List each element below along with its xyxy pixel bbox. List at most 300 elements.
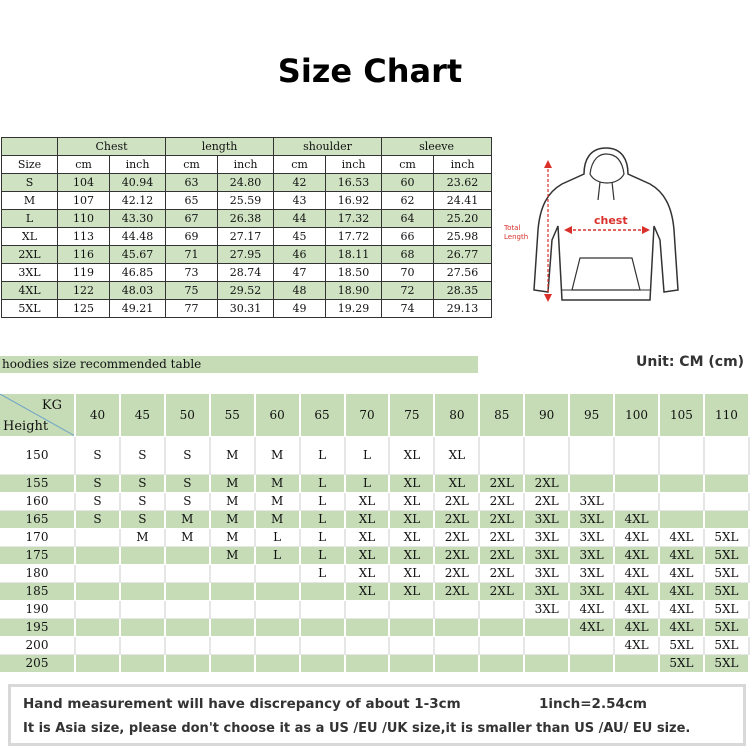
kg-label: KG [41, 398, 62, 413]
total-length-label-line1: Total [504, 224, 521, 232]
recommend-cell [389, 600, 434, 618]
recommend-cell: 3XL [569, 492, 614, 510]
recommend-cell: S [165, 474, 210, 492]
recommend-cell [210, 654, 255, 672]
size-table-cell: 75 [166, 282, 218, 300]
recommend-cell [210, 564, 255, 582]
weight-header: 100 [614, 394, 659, 436]
size-table-cell: 27.95 [218, 246, 274, 264]
recommend-cell: 3XL [524, 600, 569, 618]
recommend-cell [120, 600, 165, 618]
recommend-cell: 4XL [614, 618, 659, 636]
recommend-cell [569, 654, 614, 672]
size-table-row [2, 282, 492, 300]
size-table-size: 3XL [2, 264, 58, 282]
size-table-row [2, 246, 492, 264]
height-value: 180 [0, 564, 75, 582]
height-value: 155 [0, 474, 75, 492]
recommend-corner [0, 394, 75, 436]
recommend-cell: 3XL [524, 510, 569, 528]
recommend-cell: 2XL [434, 492, 479, 510]
recommend-cell: M [210, 474, 255, 492]
size-table-row [2, 300, 492, 318]
recommend-cell: 2XL [524, 492, 569, 510]
recommend-cell: M [255, 474, 300, 492]
recommend-cell [75, 582, 120, 600]
recommend-cell: 4XL [659, 528, 704, 546]
size-table-cell: 107 [58, 192, 110, 210]
size-table-cell: 62 [382, 192, 434, 210]
size-table-cell: 24.41 [434, 192, 492, 210]
recommend-cell: L [300, 546, 345, 564]
recommend-cell: 2XL [479, 528, 524, 546]
recommend-cell [300, 636, 345, 654]
size-table-group: sleeve [382, 138, 492, 156]
recommend-cell [479, 654, 524, 672]
recommend-cell [704, 510, 749, 528]
size-table-cell: 25.20 [434, 210, 492, 228]
size-table-cell: 26.77 [434, 246, 492, 264]
recommend-cell: XL [345, 582, 390, 600]
recommend-cell [165, 600, 210, 618]
weight-header: 90 [524, 394, 569, 436]
recommend-cell: L [300, 474, 345, 492]
recommend-cell: 5XL [659, 636, 704, 654]
size-table-cell: 18.11 [326, 246, 382, 264]
recommend-row [0, 510, 749, 528]
recommend-cell: 2XL [434, 546, 479, 564]
size-table-row [2, 264, 492, 282]
recommend-cell [75, 654, 120, 672]
size-table-size: M [2, 192, 58, 210]
size-table-cell: 122 [58, 282, 110, 300]
recommend-cell: S [165, 436, 210, 474]
recommend-cell: M [255, 492, 300, 510]
recommend-cell: S [120, 474, 165, 492]
recommend-cell [210, 582, 255, 600]
size-table-size: L [2, 210, 58, 228]
recommend-cell [345, 618, 390, 636]
recommend-cell [569, 436, 614, 474]
size-table-cell: 49.21 [110, 300, 166, 318]
recommend-cell [300, 618, 345, 636]
recommend-cell: 5XL [704, 582, 749, 600]
recommend-cell: 5XL [659, 654, 704, 672]
size-table-row [2, 174, 492, 192]
chest-label: chest [594, 214, 628, 227]
recommend-cell: L [300, 528, 345, 546]
size-table-cell: 45 [274, 228, 326, 246]
recommend-cell [389, 618, 434, 636]
height-value: 185 [0, 582, 75, 600]
recommend-cell: M [255, 436, 300, 474]
size-table-cell: 113 [58, 228, 110, 246]
size-table-cell: 46.85 [110, 264, 166, 282]
recommend-cell [524, 636, 569, 654]
size-table-cell: 66 [382, 228, 434, 246]
recommend-cell: 5XL [704, 528, 749, 546]
recommend-cell [255, 600, 300, 618]
size-table-cell: 49 [274, 300, 326, 318]
recommend-cell: XL [345, 492, 390, 510]
recommend-cell [165, 546, 210, 564]
recommend-cell: 4XL [614, 636, 659, 654]
size-table-cell: 125 [58, 300, 110, 318]
size-table-cell: 17.72 [326, 228, 382, 246]
size-table-size-label: Size [2, 156, 58, 174]
size-table-cell: 26.38 [218, 210, 274, 228]
recommend-cell: 4XL [659, 546, 704, 564]
size-table-cell: 43.30 [110, 210, 166, 228]
recommend-cell [120, 636, 165, 654]
recommend-cell [120, 582, 165, 600]
size-table-cell: 73 [166, 264, 218, 282]
size-table-cell: 119 [58, 264, 110, 282]
size-table-cell: 25.98 [434, 228, 492, 246]
recommend-cell [434, 600, 479, 618]
recommend-cell: 4XL [614, 528, 659, 546]
recommend-cell [165, 636, 210, 654]
recommend-cell: 2XL [479, 564, 524, 582]
size-table-cell: 44 [274, 210, 326, 228]
recommend-cell [389, 636, 434, 654]
recommend-cell: M [255, 510, 300, 528]
recommend-cell [345, 600, 390, 618]
size-table-cell: 19.29 [326, 300, 382, 318]
recommend-cell: M [210, 492, 255, 510]
recommend-cell: 2XL [479, 474, 524, 492]
total-length-label [504, 224, 528, 242]
recommend-cell: XL [389, 528, 434, 546]
recommend-cell [659, 510, 704, 528]
size-table-cell: 46 [274, 246, 326, 264]
size-table-cell: 110 [58, 210, 110, 228]
size-table-cell: 116 [58, 246, 110, 264]
recommend-cell: S [120, 436, 165, 474]
recommend-row [0, 618, 749, 636]
recommend-cell [524, 436, 569, 474]
recommend-cell: 2XL [434, 510, 479, 528]
recommend-cell: XL [345, 528, 390, 546]
size-table-cell: 43 [274, 192, 326, 210]
recommend-cell: S [75, 510, 120, 528]
height-value: 150 [0, 436, 75, 474]
recommend-cell: 2XL [434, 582, 479, 600]
height-value: 190 [0, 600, 75, 618]
size-table-cell: 42.12 [110, 192, 166, 210]
recommend-cell [479, 436, 524, 474]
size-table-cell: 48 [274, 282, 326, 300]
recommend-cell: 2XL [524, 474, 569, 492]
recommend-cell: 3XL [569, 546, 614, 564]
size-table-cell: 40.94 [110, 174, 166, 192]
recommend-cell [165, 618, 210, 636]
size-table-unit: inch [110, 156, 166, 174]
recommend-cell: M [120, 528, 165, 546]
recommend-cell: 2XL [479, 492, 524, 510]
size-table-group: Chest [58, 138, 166, 156]
recommend-cell [704, 492, 749, 510]
recommend-cell: L [300, 510, 345, 528]
weight-header: 65 [300, 394, 345, 436]
recommend-cell: XL [434, 474, 479, 492]
recommend-cell: 3XL [569, 564, 614, 582]
recommend-cell [659, 474, 704, 492]
size-table-row [2, 228, 492, 246]
recommend-row [0, 582, 749, 600]
note-conversion: 1inch=2.54cm [539, 696, 647, 712]
recommend-cell: M [210, 436, 255, 474]
size-table-cell: 44.48 [110, 228, 166, 246]
recommend-cell: 5XL [704, 636, 749, 654]
height-value: 175 [0, 546, 75, 564]
size-table-cell: 17.32 [326, 210, 382, 228]
size-table-cell: 47 [274, 264, 326, 282]
recommend-cell: S [120, 510, 165, 528]
recommend-cell: M [165, 528, 210, 546]
size-table-cell: 27.56 [434, 264, 492, 282]
recommend-cell: L [345, 436, 390, 474]
size-table-cell: 63 [166, 174, 218, 192]
height-value: 170 [0, 528, 75, 546]
recommend-cell: 4XL [614, 600, 659, 618]
weight-header: 45 [120, 394, 165, 436]
recommend-cell: 5XL [704, 618, 749, 636]
size-table-cell: 48.03 [110, 282, 166, 300]
note-line1: Hand measurement will have discrepancy of about 1-3cm [23, 696, 461, 712]
size-table-corner [2, 138, 58, 156]
size-table-size: 4XL [2, 282, 58, 300]
size-table-cell: 28.74 [218, 264, 274, 282]
recommend-cell: 4XL [659, 564, 704, 582]
recommend-cell: XL [345, 510, 390, 528]
recommend-cell: S [75, 492, 120, 510]
size-table-unit: cm [58, 156, 110, 174]
recommend-cell [255, 618, 300, 636]
recommend-cell: XL [434, 436, 479, 474]
size-table-cell: 60 [382, 174, 434, 192]
recommend-cell: 4XL [659, 600, 704, 618]
recommend-cell: L [255, 546, 300, 564]
recommend-cell: 4XL [614, 546, 659, 564]
size-table-unit: inch [434, 156, 492, 174]
recommend-cell [434, 636, 479, 654]
recommend-cell [75, 564, 120, 582]
recommend-cell: L [255, 528, 300, 546]
recommend-cell [614, 654, 659, 672]
recommend-cell [434, 654, 479, 672]
unit-label: Unit: CM (cm) [636, 354, 745, 370]
size-table-unit: cm [274, 156, 326, 174]
recommend-cell: 2XL [479, 510, 524, 528]
size-table-size: 2XL [2, 246, 58, 264]
note-box [8, 684, 746, 746]
size-table-unit-header [2, 156, 492, 174]
recommend-cell: M [210, 510, 255, 528]
recommend-cell: L [300, 436, 345, 474]
height-value: 200 [0, 636, 75, 654]
height-label: Height [3, 418, 49, 434]
recommend-cell: S [120, 492, 165, 510]
recommend-cell [569, 636, 614, 654]
recommend-cell [75, 600, 120, 618]
size-table-cell: 42 [274, 174, 326, 192]
recommend-cell: M [165, 510, 210, 528]
recommend-cell [614, 474, 659, 492]
recommend-cell [659, 436, 704, 474]
weight-header: 95 [569, 394, 614, 436]
recommend-cell [210, 636, 255, 654]
recommend-cell: 4XL [614, 582, 659, 600]
recommend-cell [389, 654, 434, 672]
recommend-cell: 5XL [704, 654, 749, 672]
recommend-row [0, 474, 749, 492]
size-table-unit: cm [382, 156, 434, 174]
recommend-cell: L [345, 474, 390, 492]
recommend-cell [120, 618, 165, 636]
recommend-cell: 4XL [659, 618, 704, 636]
recommend-cell: XL [389, 510, 434, 528]
note-line2: It is Asia size, please don't choose it as a US /EU /UK size,it is smaller than US /AU/ EU size. [23, 721, 691, 736]
recommend-cell: 2XL [434, 564, 479, 582]
size-table-cell: 27.17 [218, 228, 274, 246]
weight-header: 60 [255, 394, 300, 436]
weight-header: 55 [210, 394, 255, 436]
recommend-cell [120, 564, 165, 582]
recommend-cell: XL [389, 582, 434, 600]
size-table-cell: 71 [166, 246, 218, 264]
recommend-row [0, 600, 749, 618]
size-table-cell: 25.59 [218, 192, 274, 210]
recommend-cell [120, 654, 165, 672]
height-value: 195 [0, 618, 75, 636]
recommend-cell: 3XL [524, 546, 569, 564]
weight-header: 40 [75, 394, 120, 436]
size-table-cell: 18.90 [326, 282, 382, 300]
recommend-cell: 4XL [614, 510, 659, 528]
size-table-cell: 65 [166, 192, 218, 210]
recommend-cell: XL [345, 546, 390, 564]
recommend-cell [255, 654, 300, 672]
recommend-row [0, 436, 749, 474]
recommend-cell: 5XL [704, 600, 749, 618]
recommend-cell [255, 564, 300, 582]
height-value: 165 [0, 510, 75, 528]
size-table-unit: cm [166, 156, 218, 174]
recommend-cell: XL [389, 474, 434, 492]
page-title: Size Chart [277, 52, 463, 90]
recommend-cell: 2XL [479, 546, 524, 564]
hoodie-diagram [504, 140, 698, 310]
size-table-group: shoulder [274, 138, 382, 156]
weight-header: 70 [345, 394, 390, 436]
weight-header: 80 [434, 394, 479, 436]
recommend-cell [165, 654, 210, 672]
size-table-cell: 69 [166, 228, 218, 246]
recommend-cell [524, 618, 569, 636]
recommend-cell [569, 474, 614, 492]
size-table-group-header [2, 138, 492, 156]
recommend-cell: S [75, 436, 120, 474]
recommend-cell: L [300, 564, 345, 582]
recommend-table [0, 394, 750, 673]
size-table-group: length [166, 138, 274, 156]
size-table-size: S [2, 174, 58, 192]
recommend-cell: 4XL [569, 600, 614, 618]
recommend-cell [479, 618, 524, 636]
recommend-cell: 4XL [569, 618, 614, 636]
size-table-cell: 70 [382, 264, 434, 282]
size-table-cell: 30.31 [218, 300, 274, 318]
recommend-cell: 4XL [614, 564, 659, 582]
recommend-cell: L [300, 492, 345, 510]
recommend-row [0, 546, 749, 564]
size-table-cell: 45.67 [110, 246, 166, 264]
size-table-cell: 16.92 [326, 192, 382, 210]
height-value: 160 [0, 492, 75, 510]
size-table-unit: inch [326, 156, 382, 174]
height-value: 205 [0, 654, 75, 672]
recommend-cell [345, 636, 390, 654]
recommend-cell [479, 636, 524, 654]
weight-header: 85 [479, 394, 524, 436]
recommend-cell: S [75, 474, 120, 492]
recommend-cell: 3XL [524, 564, 569, 582]
recommend-header-row [0, 394, 749, 436]
recommend-cell: 3XL [569, 528, 614, 546]
recommend-cell [75, 618, 120, 636]
size-table-cell: 24.80 [218, 174, 274, 192]
size-table-cell: 74 [382, 300, 434, 318]
recommend-cell [300, 654, 345, 672]
recommend-table-label: hoodies size recommended table [0, 356, 478, 373]
recommend-cell: S [165, 492, 210, 510]
size-table-size: XL [2, 228, 58, 246]
recommend-cell [659, 492, 704, 510]
size-table-cell: 16.53 [326, 174, 382, 192]
size-table-cell: 77 [166, 300, 218, 318]
size-table-cell: 29.52 [218, 282, 274, 300]
size-table-row [2, 210, 492, 228]
size-table-cell: 18.50 [326, 264, 382, 282]
size-table-cell: 23.62 [434, 174, 492, 192]
size-table [1, 137, 492, 318]
recommend-cell [165, 564, 210, 582]
recommend-cell: M [210, 528, 255, 546]
recommend-cell [210, 600, 255, 618]
recommend-cell [479, 600, 524, 618]
size-table-cell: 72 [382, 282, 434, 300]
size-table-cell: 64 [382, 210, 434, 228]
recommend-cell [704, 474, 749, 492]
recommend-cell: XL [389, 564, 434, 582]
recommend-cell [255, 582, 300, 600]
recommend-row [0, 528, 749, 546]
recommend-cell [210, 618, 255, 636]
weight-header: 105 [659, 394, 704, 436]
size-table-cell: 28.35 [434, 282, 492, 300]
recommend-cell: 3XL [524, 528, 569, 546]
recommend-cell [300, 600, 345, 618]
recommend-cell [120, 546, 165, 564]
recommend-cell: 3XL [569, 582, 614, 600]
recommend-cell: XL [345, 564, 390, 582]
size-table-cell: 68 [382, 246, 434, 264]
recommend-cell [345, 654, 390, 672]
recommend-row [0, 492, 749, 510]
total-length-label-line2: Length [504, 233, 529, 241]
recommend-cell [300, 582, 345, 600]
